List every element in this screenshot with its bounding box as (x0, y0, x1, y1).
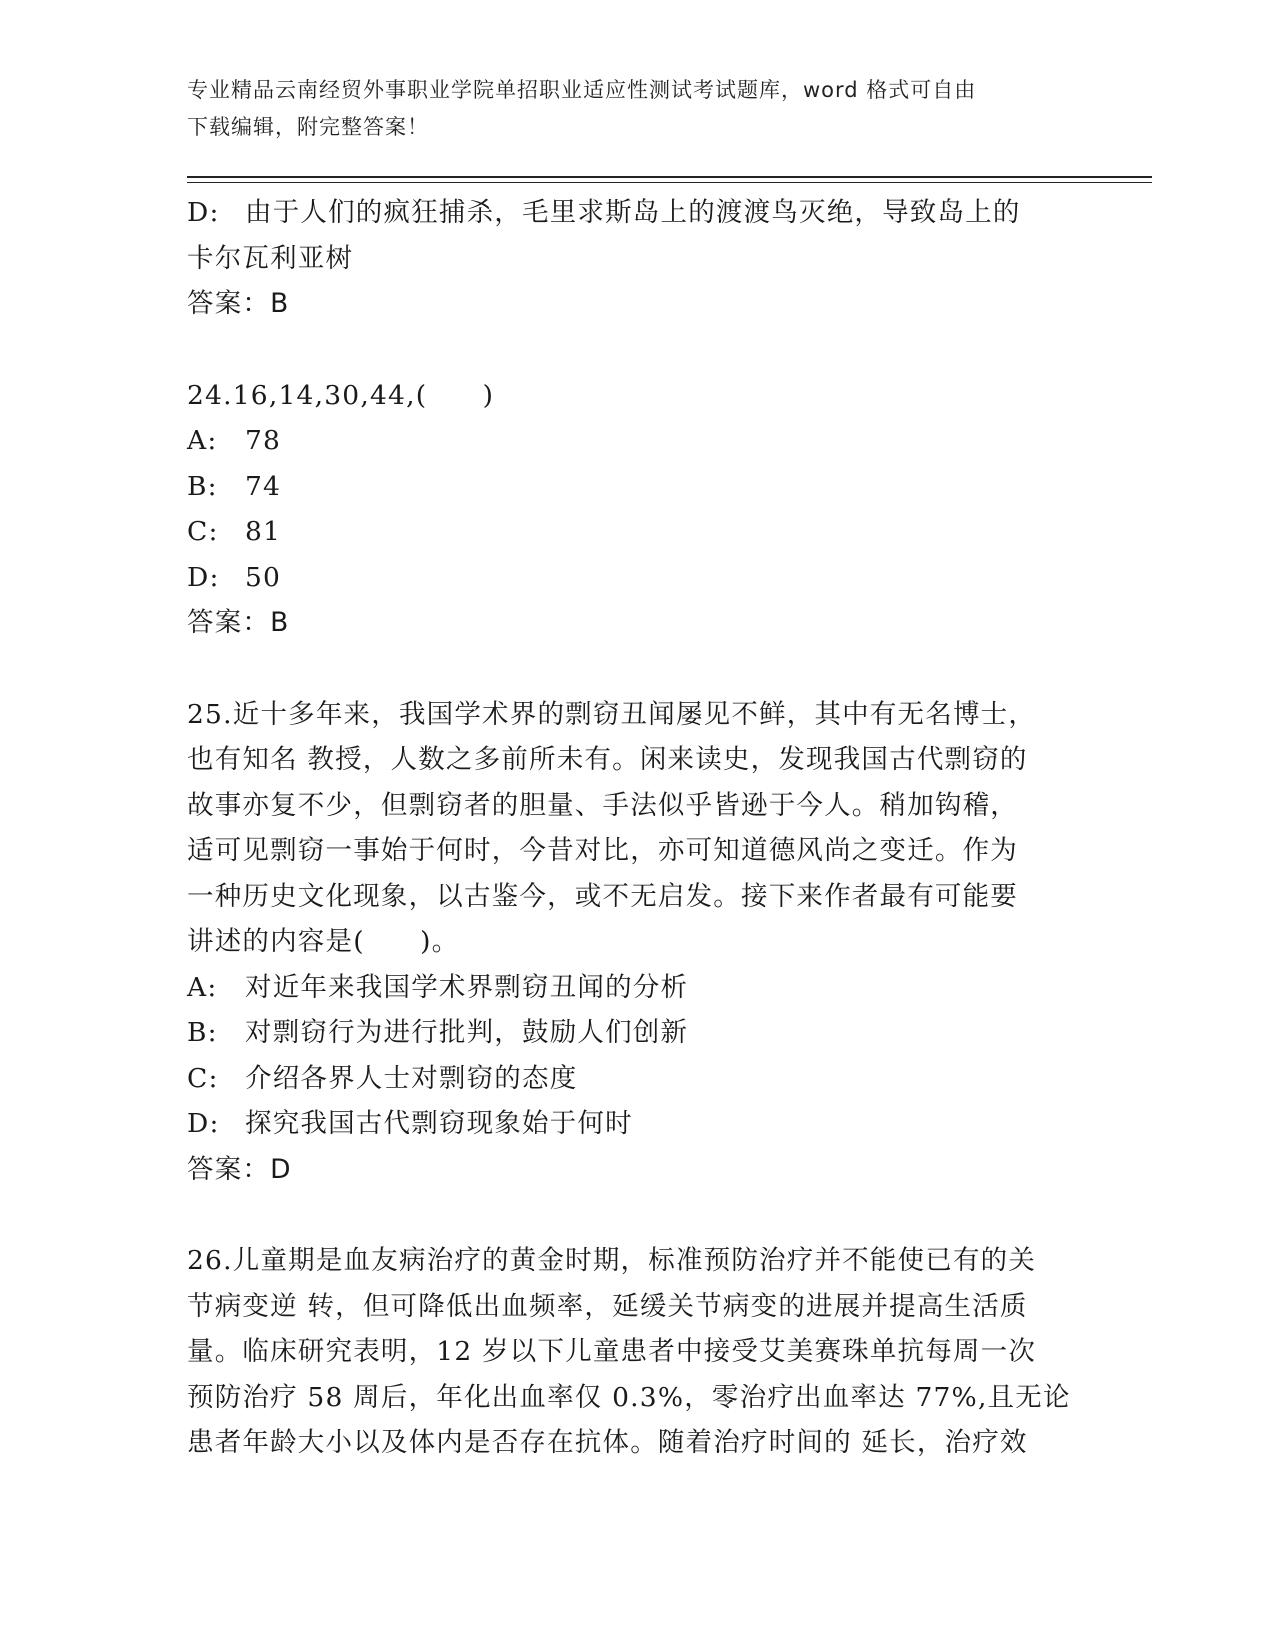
header-line-2: 下载编辑，附完整答案！ (187, 115, 429, 139)
q25-option-b (187, 1010, 1087, 1056)
q24-answer: 答案：B (187, 607, 290, 638)
option-text: 74 (245, 470, 282, 502)
q24-option-c (187, 509, 1087, 555)
option-label: C: (187, 1062, 219, 1094)
option-label: B: (187, 1017, 218, 1048)
option-text: 81 (245, 516, 282, 547)
q23-option-d (187, 190, 1087, 236)
q25-stem-line: 适可见剽窃一事始于何时，今昔对比，亦可知道德风尚之变迁。作为 (187, 835, 1018, 866)
header-rule-thin (187, 182, 1152, 183)
q25-stem-line: 也有知名 教授，人数之多前所未有。闲来读史，发现我国古代剽窃的 (187, 744, 1028, 775)
q24-option-d (187, 555, 1087, 601)
q24-option-b (187, 464, 1087, 510)
q23-answer: 答案：B (187, 288, 290, 319)
q26-stem-line: 患者年龄大小以及体内是否存在抗体。随着治疗时间的 延长，治疗效 (187, 1427, 1028, 1458)
document-header (187, 72, 1067, 146)
option-text: 对剽窃行为进行批判，鼓励人们创新 (245, 1017, 689, 1048)
q24-option-a (187, 418, 1087, 464)
option-label: B: (187, 470, 218, 502)
option-text: 探究我国古代剽窃现象始于何时 (245, 1108, 633, 1139)
header-rule-thick (187, 176, 1152, 178)
q25-answer: 答案：D (187, 1153, 292, 1185)
option-text: 78 (245, 425, 282, 456)
option-text: 对近年来我国学术界剽窃丑闻的分析 (245, 971, 689, 1003)
q24-stem: 24.16,14,30,44,( ) (187, 379, 495, 411)
option-text: 介绍各界人士对剽窃的态度 (245, 1062, 578, 1094)
option-label: D: (187, 197, 220, 228)
document-body (187, 190, 1087, 1466)
q25-option-a (187, 965, 1087, 1011)
q23-option-d-continued: 卡尔瓦利亚树 (187, 242, 354, 274)
q25-option-d (187, 1101, 1087, 1147)
option-label: A: (187, 971, 218, 1003)
q26-stem-line: 预防治疗 58 周后，年化出血率仅 0.3%，零治疗出血率达 77%,且无论 (187, 1381, 1071, 1413)
q26-stem-line: 量。临床研究表明，12 岁以下儿童患者中接受艾美赛珠单抗每周一次 (187, 1336, 1037, 1367)
q25-stem-line: 故事亦复不少，但剽窃者的胆量、手法似乎皆逊于今人。稍加钩稽， (187, 789, 1018, 821)
option-text: 由于人们的疯狂捕杀，毛里求斯岛上的渡渡鸟灭绝，导致岛上的 (245, 197, 1021, 228)
q25-stem-line: 一种历史文化现象，以古鉴今，或不无启发。接下来作者最有可能要 (187, 880, 1018, 912)
q25-stem-line: 25.近十多年来，我国学术界的剽窃丑闻屡见不鲜，其中有无名博士， (187, 698, 1037, 730)
option-label: A: (187, 425, 218, 456)
header-line-1: 专业精品云南经贸外事职业学院单招职业适应性测试考试题库，word 格式可自由 (187, 78, 977, 102)
q26-stem-line: 节病变逆 转，但可降低出血频率，延缓关节病变的进展并提高生活质 (187, 1290, 1028, 1322)
option-text: 50 (245, 561, 282, 593)
q25-option-c (187, 1056, 1087, 1102)
option-label: D: (187, 561, 220, 593)
option-label: C: (187, 516, 219, 547)
option-label: D: (187, 1108, 220, 1139)
q26-stem-line: 26.儿童期是血友病治疗的黄金时期，标准预防治疗并不能使已有的关 (187, 1245, 1037, 1276)
q25-stem-line: 讲述的内容是( )。 (187, 926, 460, 957)
